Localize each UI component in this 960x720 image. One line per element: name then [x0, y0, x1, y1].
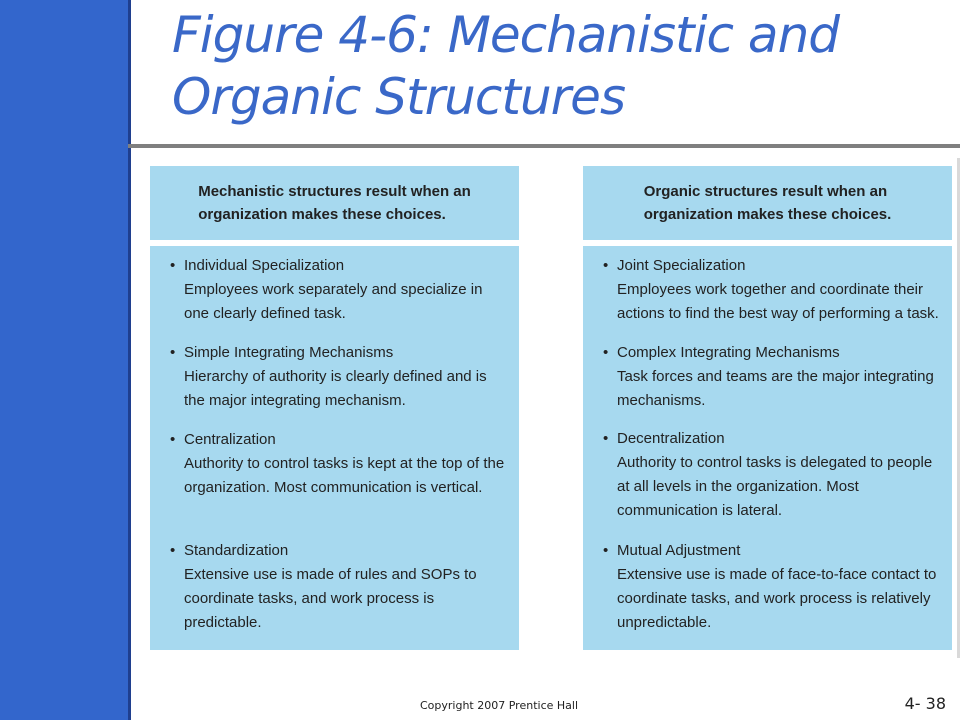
page-number: 4- 38: [904, 694, 946, 713]
mechanistic-header: [150, 166, 519, 240]
mechanistic-item: [150, 341, 519, 413]
organic-item-title: • Decentralization: [583, 427, 952, 451]
mechanistic-body: [150, 246, 519, 650]
mechanistic-item-title: • Individual Specialization: [150, 254, 519, 278]
mechanistic-item: [150, 428, 519, 500]
organic-item: [583, 539, 952, 635]
organic-item: [583, 341, 952, 413]
figure-panel: [131, 158, 960, 658]
organic-header-text: Organic structures result when an organization makes these choices.: [643, 183, 892, 223]
organic-item-desc: Authority to control tasks is delegated to people at all levels in the organization. Most communication is lateral.: [617, 454, 933, 519]
organic-item-title: • Mutual Adjustment: [583, 539, 952, 563]
organic-item-title: • Complex Integrating Mechanisms: [583, 341, 952, 365]
mechanistic-item: [150, 254, 519, 326]
organic-item: [583, 427, 952, 523]
organic-item-desc: Extensive use is made of face-to-face contact to coordinate tasks, and work process is relatively unpredictable.: [617, 566, 937, 631]
mechanistic-item: [150, 539, 519, 635]
organic-header: [583, 166, 952, 240]
organic-item-desc: Employees work together and coordinate their actions to find the best way of performing a task.: [617, 281, 939, 322]
mechanistic-item-desc: Authority to control tasks is kept at the top of the organization. Most communication is vertical.: [184, 455, 505, 496]
mechanistic-item-title: • Simple Integrating Mechanisms: [150, 341, 519, 365]
mechanistic-item-desc: Hierarchy of authority is clearly defined and is the major integrating mechanism.: [184, 368, 487, 409]
mechanistic-item-title: • Standardization: [150, 539, 519, 563]
slide-title: Figure 4-6: Mechanistic and Organic Structures: [172, 6, 839, 126]
left-accent-bar: [0, 0, 128, 720]
organic-item: [583, 254, 952, 326]
mechanistic-item-title: • Centralization: [150, 428, 519, 452]
mechanistic-item-desc: Extensive use is made of rules and SOPs to coordinate tasks, and work process is predictable.: [184, 566, 477, 631]
mechanistic-item-desc: Employees work separately and specialize in one clearly defined task.: [184, 281, 483, 322]
title-divider: [128, 144, 960, 148]
copyright-notice: Copyright 2007 Prentice Hall: [420, 699, 579, 712]
mechanistic-header-text: Mechanistic structures result when an organization makes these choices.: [198, 183, 471, 223]
organic-item-desc: Task forces and teams are the major integrating mechanisms.: [617, 368, 934, 409]
organic-body: [583, 246, 952, 650]
organic-item-title: • Joint Specialization: [583, 254, 952, 278]
